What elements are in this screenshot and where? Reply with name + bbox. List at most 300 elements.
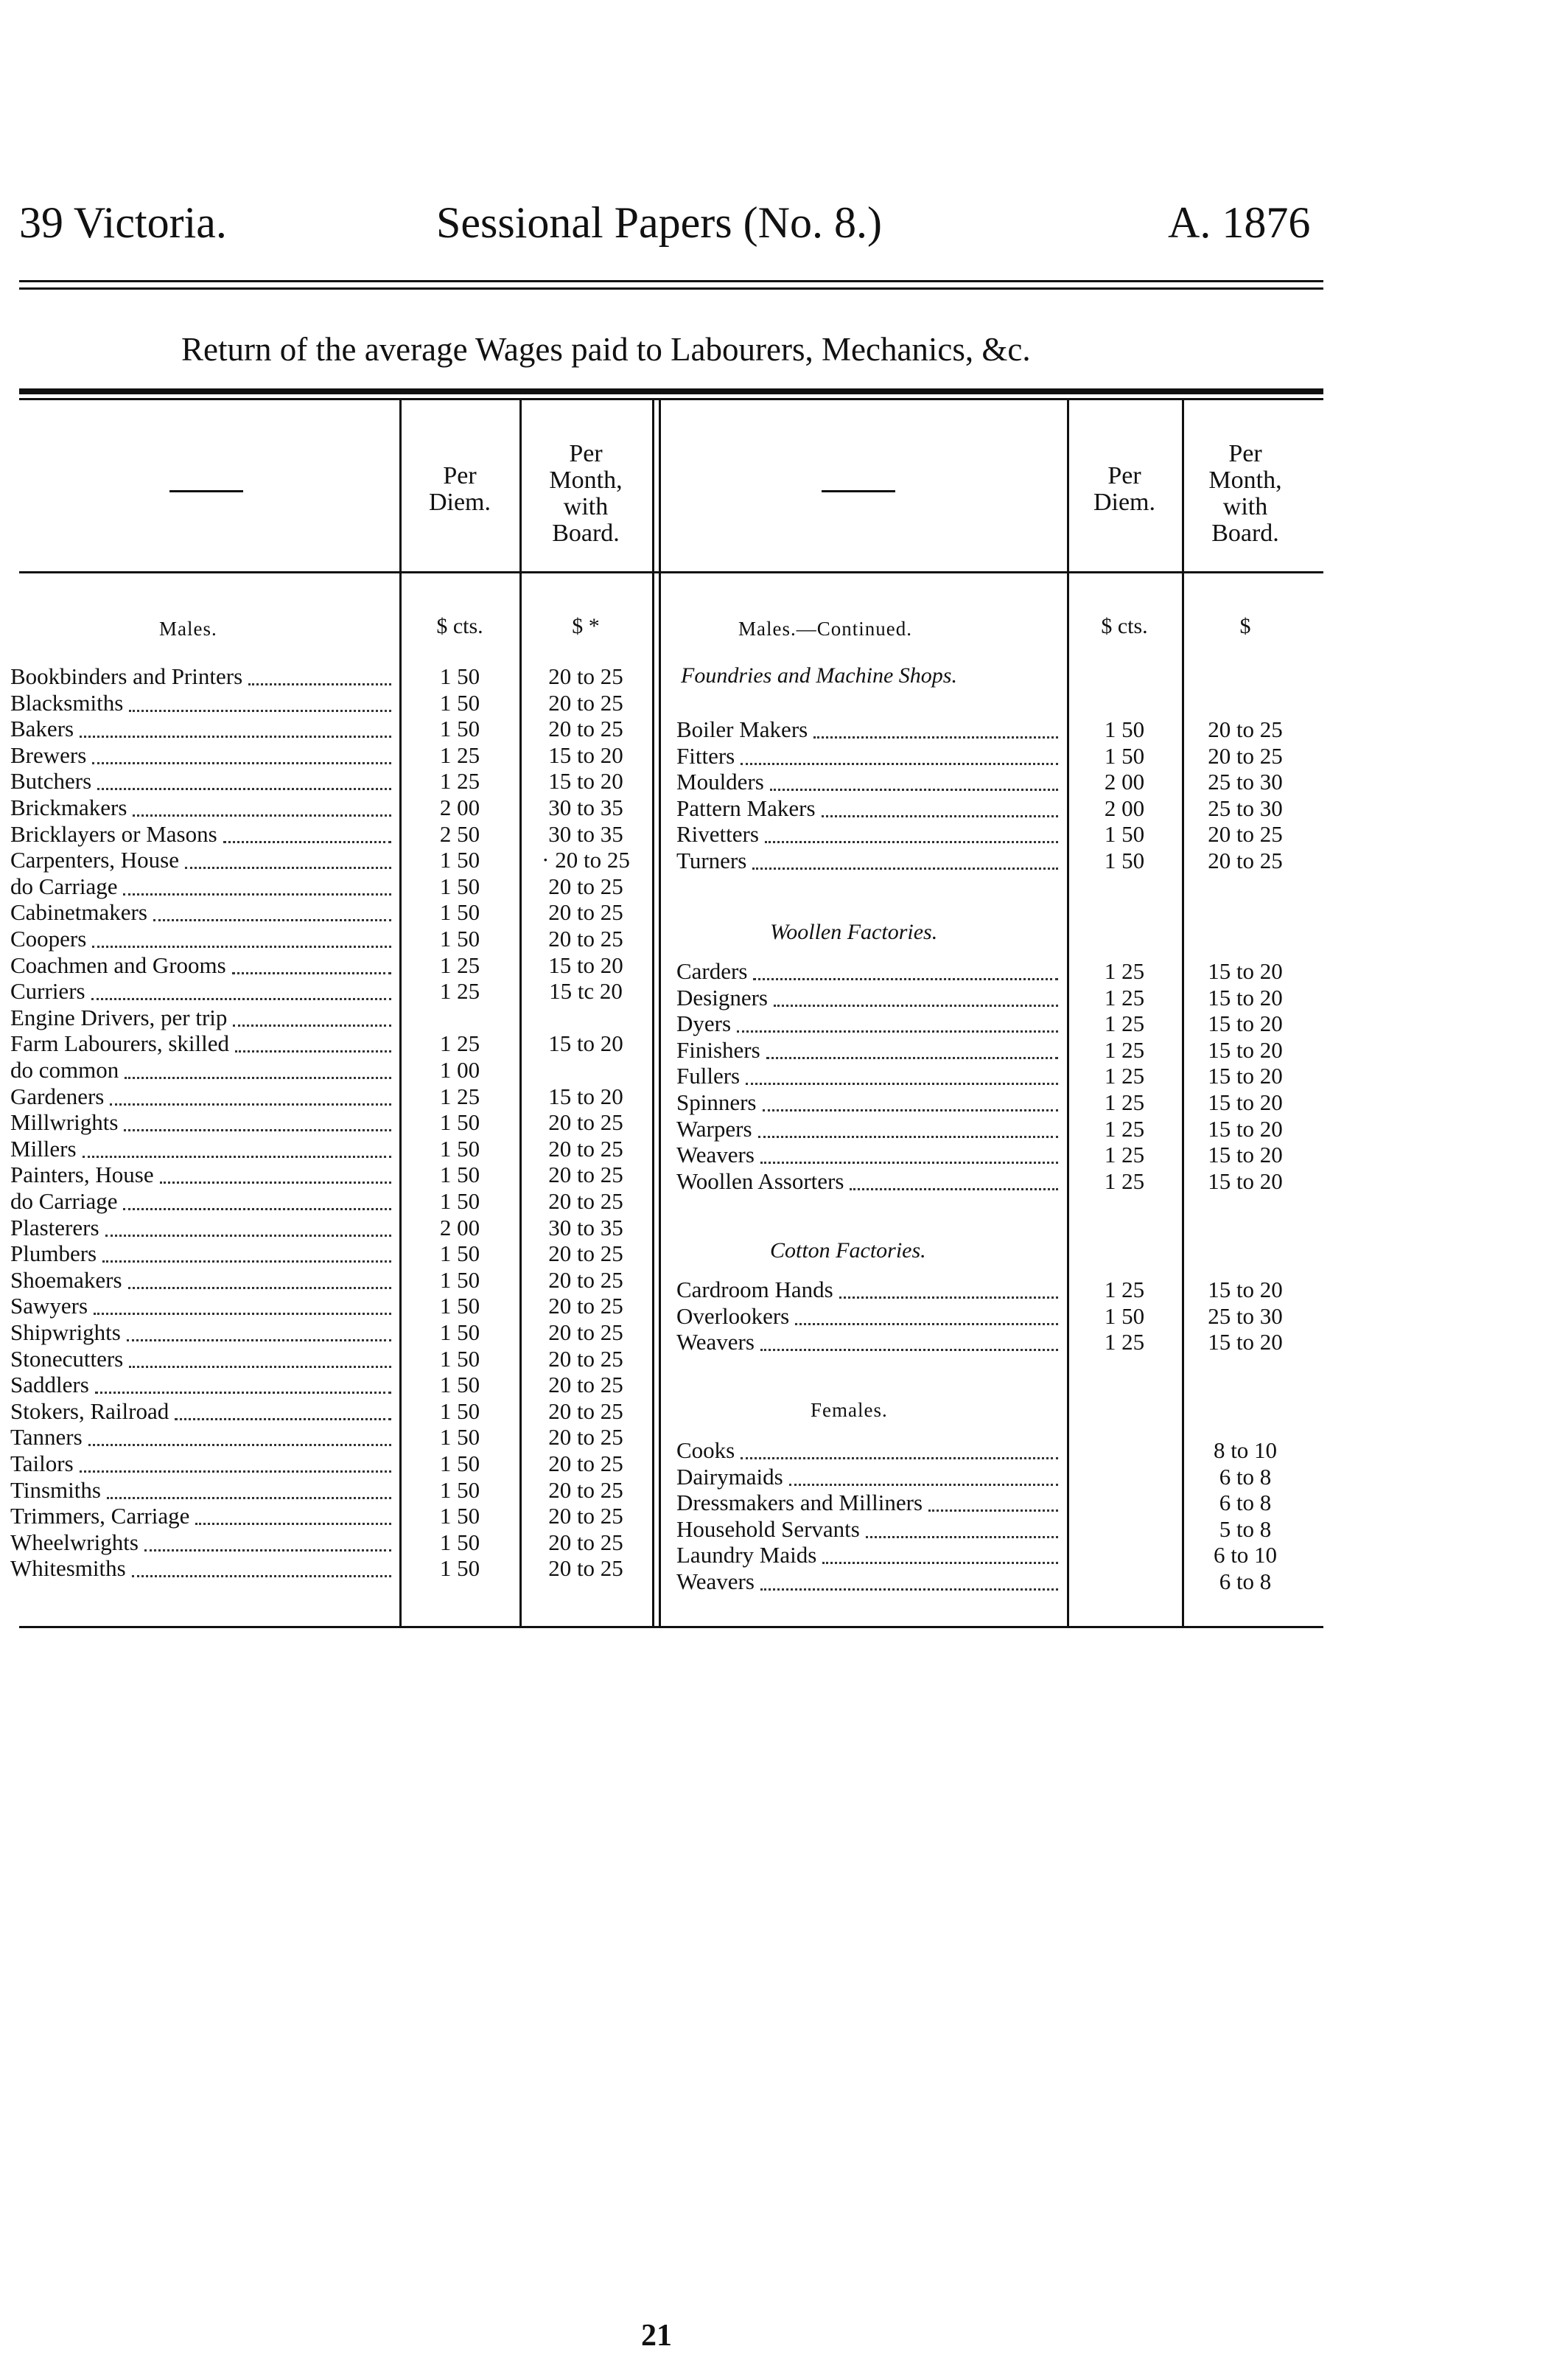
row-label: Brickmakers [10,795,127,820]
leader-dots [133,814,391,817]
per-diem-cell: 1 50 [439,1319,480,1345]
table-row [10,1503,398,1529]
row-label: Overlookers [676,1302,790,1329]
title-rest: of the average Wages paid to Labourers, Mechanics, &c. [279,331,1031,368]
leader-dots [223,841,391,843]
leader-dots [129,1366,391,1368]
per-month-cell: 6 to 8 [1219,1463,1272,1490]
row-label: Designers [676,984,768,1011]
per-diem-cell: 1 25 [439,952,480,978]
per-diem-cell: 1 50 [1104,716,1145,742]
row-label: Household Servants [676,1515,860,1542]
per-month-cell: 15 to 20 [1208,1277,1283,1302]
table-row [676,1329,1065,1355]
leader-dots [127,1339,391,1341]
leader-dots [770,789,1058,791]
row-label: Plumbers [10,1240,97,1267]
row-label: Woollen Assorters [676,1167,844,1194]
col-header-per-diem-right: Per Diem. [1093,462,1156,516]
table-row [10,847,398,873]
per-month-cell: 20 to 25 [548,926,623,952]
leader-dots [866,1536,1058,1538]
table-row [10,1477,398,1504]
page-number: 21 [641,2319,672,2353]
row-label: Moulders [676,769,764,795]
leader-dots [795,1323,1058,1325]
per-month-cell: 15 to 20 [1208,1011,1283,1037]
table-row [10,1555,398,1582]
row-label: Millers [10,1135,77,1162]
table-row [676,1542,1065,1568]
unit-diem-right: $ cts. [1101,614,1148,638]
table-row [10,1451,398,1477]
table-row [676,1037,1065,1064]
leader-dots [144,1549,391,1551]
per-month-cell: 20 to 25 [548,1397,623,1424]
table-row [10,1057,398,1083]
row-label: Sawyers [10,1293,88,1319]
row-label: Boiler Makers [676,716,808,742]
col-divider-3a [652,400,654,1626]
per-month-cell: 20 to 25 [548,716,623,742]
per-month-cell: 30 to 35 [548,1214,623,1240]
column-header-rule [19,571,1323,573]
table-row [676,1490,1065,1516]
row-label: Coopers [10,926,87,952]
table-row [676,1142,1065,1168]
per-diem-cell: 1 25 [1104,1115,1145,1142]
per-month-cell: 25 to 30 [1208,769,1283,795]
table-row [676,848,1065,874]
table-row [676,1168,1065,1195]
leader-dots [153,919,391,921]
per-diem-cell: 1 50 [439,1162,480,1188]
table-bottom-rule [19,1626,1323,1628]
per-month-cell: 20 to 25 [548,1503,623,1529]
header-rule-bottom [19,287,1323,290]
row-label: Fitters [676,742,735,769]
blank-column-dash-left [169,490,243,492]
row-label: Finishers [676,1036,760,1063]
table-row [10,742,398,769]
per-diem-cell: 1 50 [439,1424,480,1451]
table-row [10,926,398,952]
leader-dots [105,1235,391,1237]
per-month-cell: 20 to 25 [548,899,623,926]
per-diem-cell: 1 50 [1104,848,1145,873]
row-label: Rivetters [676,821,759,848]
per-diem-cell: 2 00 [1104,769,1145,795]
per-month-cell: 15 to 20 [1208,1115,1283,1142]
row-label: Cardroom Hands [676,1277,833,1302]
table-row [10,821,398,848]
leader-dots [789,1484,1058,1486]
per-diem-cell: 2 00 [439,1214,480,1240]
leader-dots [95,1392,391,1394]
per-month-cell: 20 to 25 [548,1319,623,1345]
per-month-cell: 20 to 25 [548,1188,623,1214]
per-diem-cell: 1 25 [1104,1329,1145,1355]
table-row [676,1063,1065,1089]
row-label: Brewers [10,741,87,768]
row-label: Shipwrights [10,1319,121,1345]
row-label: Curriers [10,978,85,1005]
table-row [10,1346,398,1372]
leader-dots [123,1208,391,1210]
per-month-cell: 25 to 30 [1208,1302,1283,1329]
leader-dots [83,1156,391,1158]
leader-dots [185,867,391,869]
per-month-cell: 20 to 25 [548,1372,623,1398]
row-label: Weavers [676,1568,755,1594]
row-label: Coachmen and Grooms [10,952,226,978]
table-row [10,768,398,795]
table-row [10,1424,398,1451]
leader-dots [758,1136,1058,1138]
per-month-cell: 8 to 10 [1213,1437,1278,1463]
row-label: Blacksmiths [10,689,124,716]
table-row [676,1011,1065,1037]
unit-month-right: $ [1239,614,1251,638]
per-diem-cell: 1 50 [439,899,480,926]
leader-dots [132,1575,391,1577]
leader-dots [763,1109,1058,1111]
row-label: Millwrights [10,1109,119,1136]
per-diem-cell: 1 50 [439,1266,480,1293]
row-label: Cabinetmakers [10,899,147,926]
per-diem-cell [1077,1490,1172,1516]
row-label: Trimmers, Carriage [10,1503,190,1529]
per-diem-cell: 1 25 [1104,1036,1145,1063]
per-diem-cell: 1 25 [1104,958,1145,984]
per-diem-cell: 1 25 [1104,1167,1145,1194]
leader-dots [741,1457,1058,1459]
leader-dots [80,736,391,738]
table-row [676,1568,1065,1595]
per-diem-cell: 1 50 [439,1109,480,1136]
per-diem-cell: 1 25 [439,1030,480,1057]
leader-dots [235,1050,391,1053]
per-diem-cell: 2 00 [439,795,480,820]
per-diem-cell [1077,1542,1172,1568]
row-label: Bakers [10,716,74,742]
table-row [10,663,398,690]
table-row [10,716,398,742]
leader-dots [774,1005,1058,1007]
table-row [10,899,398,926]
table-row [676,1303,1065,1330]
leader-dots [107,1497,391,1499]
per-month-cell: 5 to 8 [1219,1515,1272,1542]
group-title: Woollen Factories. [770,920,938,944]
leader-dots [822,815,1058,817]
per-diem-cell: 1 25 [439,741,480,768]
per-month-cell: 15 to 20 [1208,1063,1283,1089]
row-label: Shoemakers [10,1266,122,1293]
per-diem-cell: 1 50 [1104,1302,1145,1329]
per-diem-cell: 1 25 [1104,984,1145,1011]
per-month-cell: 15 to 20 [1208,984,1283,1011]
header-left: 39 Victoria. [19,198,227,247]
per-month-cell: 6 to 8 [1219,1490,1272,1516]
per-month-cell: 20 to 25 [1208,716,1283,742]
table-title [181,330,1031,369]
row-label: Turners [676,848,747,873]
unit-month-left: $ * [572,614,600,638]
per-diem-cell: 1 25 [439,1083,480,1109]
per-month-cell: 20 to 25 [1208,821,1283,848]
col-divider-1 [399,400,402,1626]
per-month-cell: 30 to 35 [548,795,623,820]
leader-dots [110,1103,391,1106]
table-row [676,743,1065,769]
leader-dots [88,1444,391,1446]
leader-dots [813,736,1058,739]
row-label: Tinsmiths [10,1476,101,1503]
per-month-cell: · 20 to 25 [542,847,630,873]
row-label: Tanners [10,1424,83,1451]
row-label: do Carriage [10,873,118,899]
per-diem-cell: 1 50 [1104,821,1145,848]
per-month-cell: 6 to 10 [1213,1542,1278,1568]
per-month-cell: 20 to 25 [1208,742,1283,769]
section-males-continued-text: Males.—Continued. [738,618,912,640]
per-month-cell: 20 to 25 [548,1162,623,1188]
row-label: Dairymaids [676,1463,783,1490]
leader-dots [125,1077,391,1079]
leader-dots [232,972,391,974]
leader-dots [124,1129,391,1131]
per-diem-cell: 1 50 [439,1397,480,1424]
table-top-rule-thin [19,398,1323,400]
row-label: Gardeners [10,1083,105,1109]
table-row [10,1005,398,1031]
row-label: Saddlers [10,1372,89,1398]
per-diem-cell [413,1005,507,1031]
per-diem-cell: 1 25 [1104,1089,1145,1115]
per-month-cell: 20 to 25 [548,663,623,689]
per-diem-cell: 1 50 [439,1135,480,1162]
leader-dots [766,1057,1058,1059]
table-row [10,978,398,1005]
per-diem-cell: 1 50 [439,1503,480,1529]
per-month-cell [531,1005,641,1031]
row-label: Farm Labourers, skilled [10,1030,230,1057]
col-header-per-diem-left: Per Diem. [428,462,491,516]
leader-dots [850,1188,1058,1190]
per-diem-cell: 1 50 [439,1372,480,1398]
leader-dots [753,978,1058,980]
table-row [676,769,1065,795]
leader-dots [928,1509,1058,1512]
leader-dots [128,1287,391,1289]
per-month-cell: 15 to 20 [548,1030,623,1057]
per-month-cell: 20 to 25 [548,1135,623,1162]
per-month-cell: 15 to 20 [548,768,623,795]
per-diem-cell: 1 50 [439,926,480,952]
header-center: Sessional Papers (No. 8.) [436,198,882,247]
per-diem-cell: 1 00 [439,1057,480,1083]
per-month-cell: 30 to 35 [548,820,623,847]
per-diem-cell: 1 50 [439,1476,480,1503]
per-diem-cell [1077,1464,1172,1490]
leader-dots [91,998,391,1000]
leader-dots [97,788,391,790]
leader-dots [123,893,391,896]
leader-dots [248,683,391,685]
leader-dots [760,1588,1058,1591]
table-row [676,1464,1065,1490]
per-diem-cell: 1 50 [439,1293,480,1319]
per-diem-cell: 1 50 [439,873,480,899]
table-row [10,1267,398,1294]
col-header-per-month-right: Per Month, with Board. [1208,440,1282,547]
row-label: Dressmakers and Milliners [676,1490,923,1516]
per-diem-cell: 1 25 [439,978,480,1005]
blank-column-dash-right [822,490,895,492]
row-label: Dyers [676,1011,732,1037]
row-label: do common [10,1057,119,1083]
section-males: Males. [159,618,217,640]
per-diem-cell: 1 25 [1104,1011,1145,1037]
row-label: Painters, House [10,1162,154,1188]
per-month-cell: 25 to 30 [1208,795,1283,821]
per-month-cell: 20 to 25 [548,1424,623,1451]
table-row [676,1089,1065,1116]
table-row [10,1372,398,1398]
col-header-per-month-left: Per Month, with Board. [549,440,623,547]
per-month-cell: 20 to 25 [548,1109,623,1136]
leader-dots [233,1025,391,1027]
leader-dots [160,1181,391,1184]
table-row [676,1277,1065,1303]
col-divider-2 [519,400,522,1626]
table-row [10,1215,398,1241]
table-row [10,1319,398,1346]
row-label: Bricklayers or Masons [10,820,217,847]
group-title: Cotton Factories. [770,1238,926,1263]
leader-dots [746,1083,1058,1085]
table-row [676,1116,1065,1142]
per-month-cell: 20 to 25 [548,1266,623,1293]
per-diem-cell: 1 50 [439,1240,480,1267]
per-month-cell: 20 to 25 [548,1240,623,1267]
per-month-cell: 20 to 25 [548,1476,623,1503]
row-label: Cooks [676,1437,735,1463]
per-diem-cell [1077,1437,1172,1464]
leader-dots [80,1470,391,1473]
section-males-continued [738,618,912,641]
table-row [10,1293,398,1319]
table-row [676,1516,1065,1543]
per-month-cell: 15 to 20 [1208,958,1283,984]
leader-dots [752,868,1058,870]
leader-dots [102,1260,391,1263]
leader-dots [175,1418,391,1420]
group-title: Foundries and Machine Shops. [681,663,957,688]
row-label: Wheelwrights [10,1529,139,1555]
row-label: Weavers [676,1329,755,1355]
header-right: A. 1876 [1168,198,1311,247]
row-label: Carpenters, House [10,847,179,873]
header-rule-top [19,280,1323,282]
table-row [10,1136,398,1162]
row-label: Laundry Maids [676,1542,817,1568]
per-month-cell: 15 to 20 [548,741,623,768]
table-row [676,795,1065,822]
table-row [10,873,398,900]
row-label: Whitesmiths [10,1555,126,1582]
per-month-cell: 20 to 25 [548,1293,623,1319]
row-label: Warpers [676,1115,752,1142]
table-row [10,690,398,716]
per-diem-cell: 1 50 [439,663,480,689]
leader-dots [737,1030,1058,1033]
per-diem-cell: 1 25 [1104,1142,1145,1168]
running-head [0,198,1568,256]
title-first-word: Return [181,331,272,368]
per-month-cell: 15 to 20 [548,1083,623,1109]
per-diem-cell: 1 50 [439,716,480,742]
leader-dots [92,946,391,948]
per-diem-cell: 2 50 [439,820,480,847]
per-month-cell: 20 to 25 [548,873,623,899]
row-label: Engine Drivers, per trip [10,1004,228,1030]
leader-dots [760,1349,1058,1351]
per-diem-cell: 1 50 [439,1529,480,1555]
per-diem-cell: 1 50 [439,1555,480,1582]
per-diem-cell [1077,1568,1172,1595]
row-label: Stokers, Railroad [10,1397,169,1424]
row-label: Fullers [676,1063,741,1089]
per-diem-cell: 1 25 [1104,1277,1145,1302]
per-month-cell: 20 to 25 [548,1529,623,1555]
row-label: Pattern Makers [676,795,816,821]
per-month-cell: 15 to 20 [1208,1329,1283,1355]
leader-dots [92,762,391,764]
per-month-cell: 20 to 25 [548,1555,623,1582]
row-label: Plasterers [10,1214,99,1240]
table-row [10,952,398,979]
table-row [676,985,1065,1011]
group-title: Females. [811,1399,888,1421]
unit-diem-left: $ cts. [436,614,483,638]
per-month-cell: 15 to 20 [548,952,623,978]
per-month-cell: 15 to 20 [1208,1142,1283,1168]
row-label: Weavers [676,1142,755,1168]
per-diem-cell: 1 50 [439,1345,480,1372]
table-row [676,958,1065,985]
table-row [10,1030,398,1057]
leader-dots [765,841,1058,843]
per-month-cell: 20 to 25 [548,1345,623,1372]
row-label: Butchers [10,768,92,795]
per-diem-cell: 1 50 [439,1451,480,1476]
leader-dots [822,1562,1058,1564]
table-row [10,1109,398,1136]
table-row [676,821,1065,848]
leader-dots [195,1523,391,1525]
per-month-cell: 15 to 20 [1208,1167,1283,1194]
row-label: Stonecutters [10,1345,124,1372]
row-label: do Carriage [10,1188,118,1214]
per-month-cell: 20 to 25 [548,1451,623,1476]
per-month-cell: 6 to 8 [1219,1568,1272,1594]
per-diem-cell: 1 50 [439,1188,480,1214]
table-top-rule [19,388,1323,394]
per-month-cell: 15 to 20 [1208,1036,1283,1063]
per-month-cell: 15 tc 20 [549,978,623,1005]
